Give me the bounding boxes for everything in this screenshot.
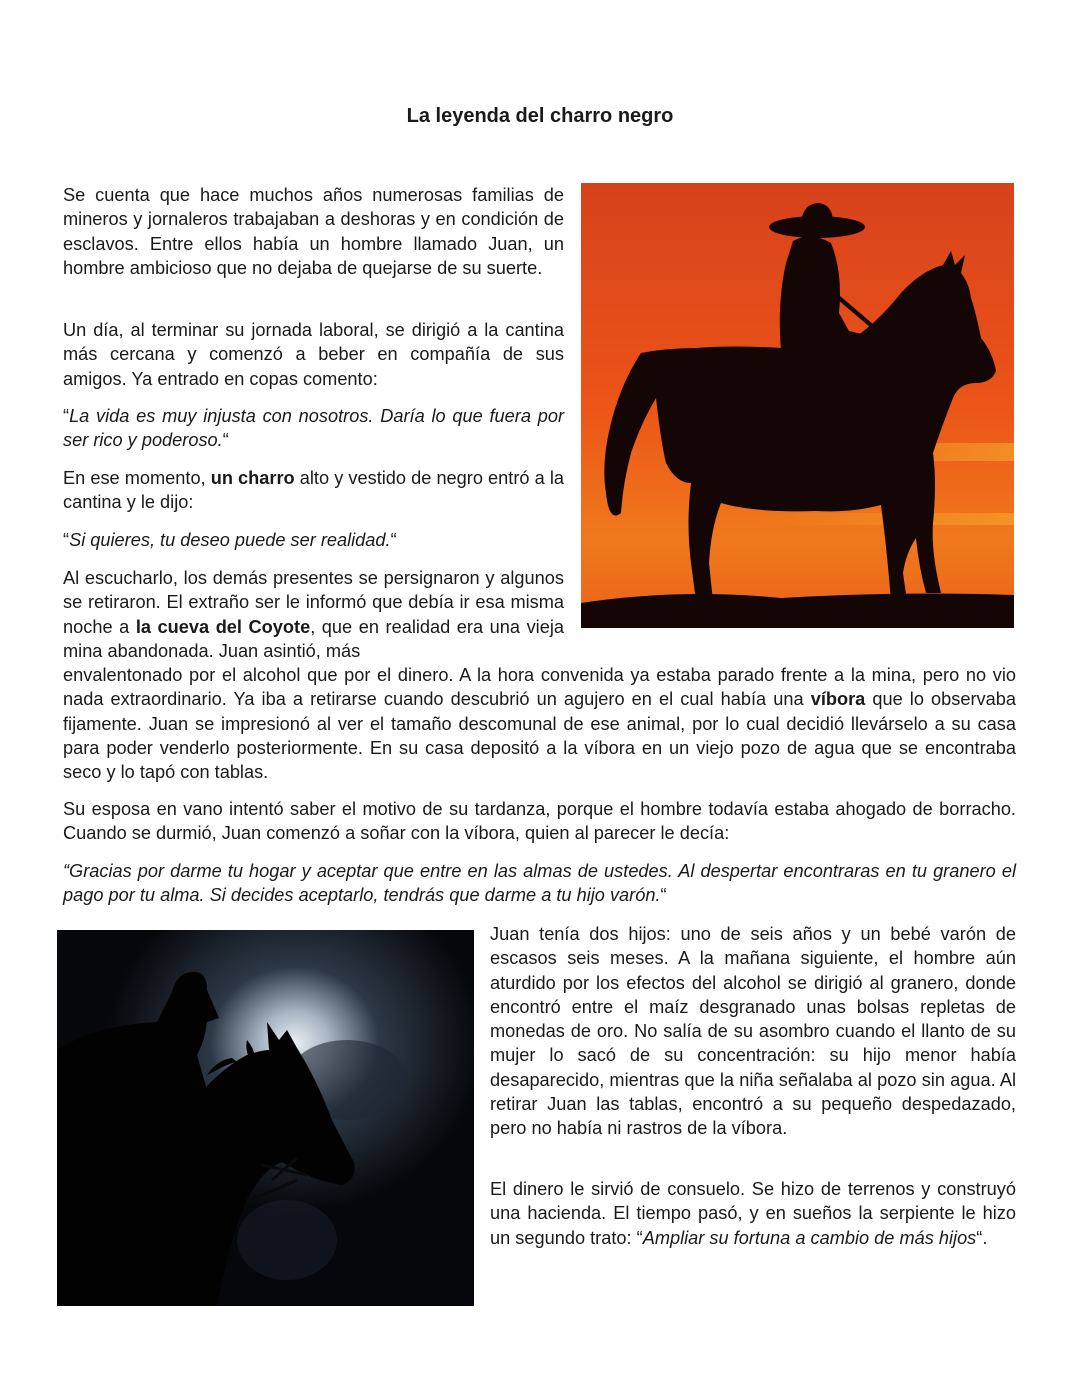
quote-vibora xyxy=(63,859,1016,908)
quote-text: La vida es muy injusta con nosotros. Daría lo que fuera por ser rico y poderoso. xyxy=(63,406,564,451)
paragraph-charro-enters xyxy=(63,466,564,515)
quote-juan xyxy=(63,404,564,453)
quote-mark: “ xyxy=(660,885,667,906)
quote-text: Si quieres, tu deseo puede ser realidad. xyxy=(69,530,391,550)
quote-mark: “ xyxy=(222,430,229,451)
paragraph-text: , que en realidad era una vieja mina abandonada. Juan asintió, más xyxy=(63,616,564,661)
quote-mark: “ xyxy=(63,530,70,550)
paragraph-text: Juan tenía dos hijos: uno de seis años y un bebé varón de escasos seis meses. A la mañana siguiente, el hombre aún aturdido por los efectos del alcohol se dirigió al granero, donde encontró entre el maíz desgranado unas bolsas repletas de monedas de oro. No salía de su asombro cuando el llanto de su mujer lo sacó de su concentración: su hijo menor había desaparecido, mientras que la niña señalaba al pozo sin agua. Al retirar Juan las tablas, encontró a su pequeño despedazado, pero no había ni rastros de la víbora. xyxy=(490,924,1016,1139)
paragraph-segundo-trato xyxy=(490,1177,1016,1250)
paragraph-esposa xyxy=(63,797,1016,846)
paragraph-text: que lo observaba fijamente. Juan se impresionó al ver el tamaño descomunal de ese animal, por lo cual decidió llevárselo a su casa para poder venderlo posteriormente. En su casa depositó a la víbora en un viejo pozo de agua que se encontraba seco y lo tapó con tablas. xyxy=(63,689,1016,783)
paragraph-text: “. xyxy=(976,1227,988,1248)
horse-head-silhouette-icon xyxy=(57,930,474,1306)
quote-charro xyxy=(63,528,564,552)
paragraph-cantina xyxy=(63,318,564,391)
bold-term: la cueva del Coyote xyxy=(135,616,311,637)
document-title: La leyenda del charro negro xyxy=(406,105,674,127)
paragraph-text: Al escucharlo, los demás presentes se persignaron y algunos se retiraron. El extraño ser le informó que debía ir esa misma noche a xyxy=(63,568,564,637)
paragraph-intro xyxy=(63,183,564,280)
quote-text: Ampliar su fortuna a cambio de más hijos xyxy=(642,1227,977,1248)
paragraph-text: Un día, al terminar su jornada laboral, se dirigió a la cantina más cercana y comenzó a beber en compañía de sus amigos. Ya entrado en copas comento: xyxy=(63,320,564,389)
quote-mark: “ xyxy=(63,406,70,426)
bold-term: un charro xyxy=(210,468,295,488)
bold-term: víbora xyxy=(810,689,866,710)
paragraph-text: El dinero le sirvió de consuelo. Se hizo de terrenos y construyó una hacienda. El tiempo pasó, y en sueños la serpiente le hizo un segundo trato: “ xyxy=(490,1179,1016,1248)
paragraph-text: En ese momento, xyxy=(63,468,211,488)
paragraph-text: alto y vestido de negro entró a la cantina y le dijo: xyxy=(63,468,564,513)
paragraph-vibora xyxy=(63,663,1016,784)
paragraph-cueva xyxy=(63,566,564,663)
paragraph-text: envalentonado por el alcohol que por el dinero. A la hora convenida ya estaba parado frente a la mina, pero no vio nada extraordinario. Ya iba a retirarse cuando descubrió un agujero en el cual había una xyxy=(63,665,1016,710)
horse-rider-silhouette-icon xyxy=(581,183,1014,628)
sunset-rider-image xyxy=(581,183,1014,628)
night-rider-image xyxy=(57,930,474,1306)
quote-mark: “ xyxy=(390,530,397,550)
paragraph-hijos xyxy=(490,922,1016,1141)
paragraph-text: Su esposa en vano intentó saber el motivo de su tardanza, porque el hombre todavía estaba ahogado de borracho. Cuando se durmió, Juan comenzó a soñar con la víbora, quien al parecer le decía: xyxy=(63,799,1016,844)
quote-text: “Gracias por darme tu hogar y aceptar que entre en las almas de ustedes. Al despertar encontraras en tu granero el pago por tu alma. Si decides aceptarlo, tendrás que darme a tu hijo varón. xyxy=(63,861,1016,906)
paragraph-text: Se cuenta que hace muchos años numerosas familias de mineros y jornaleros trabajaban a deshoras y en condición de esclavos. Entre ellos había un hombre llamado Juan, un hombre ambicioso que no dejaba de quejarse de su suerte. xyxy=(63,185,564,278)
